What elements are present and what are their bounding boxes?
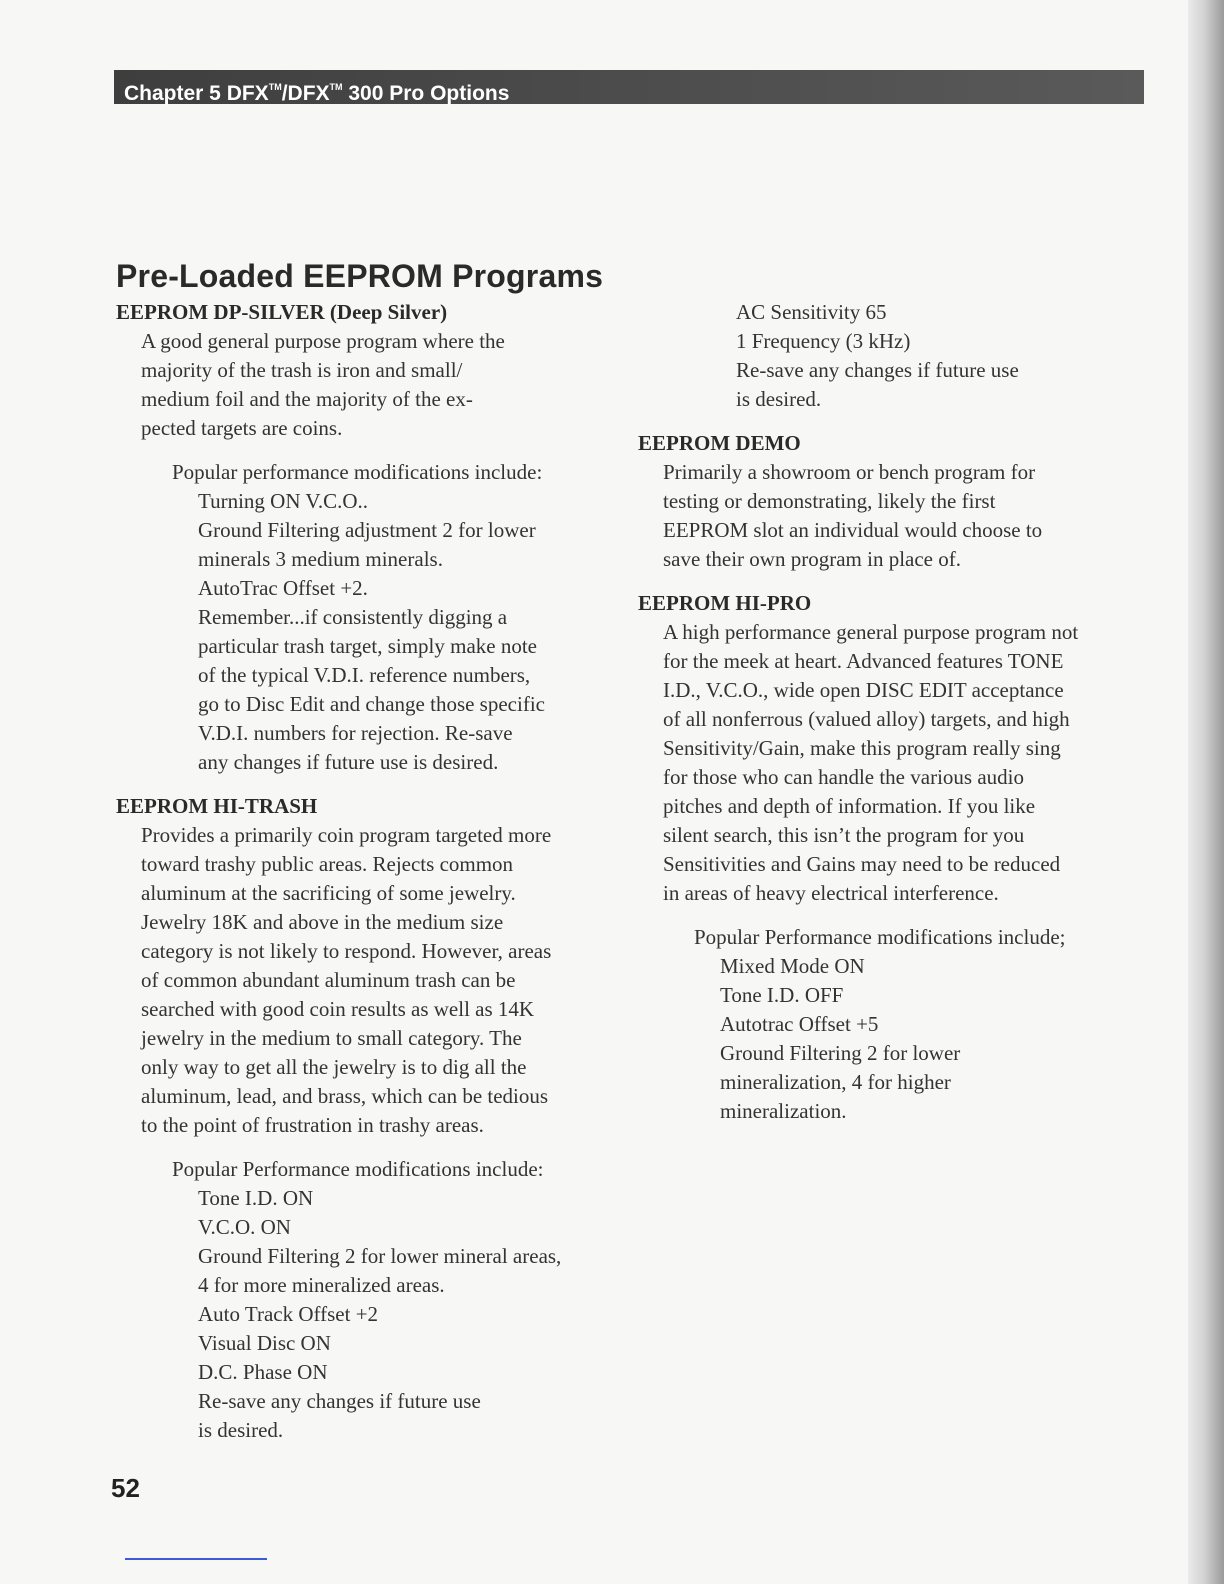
hi-pro-description: A high performance general purpose program not for the meek at heart. Advanced features TONE I.D., V.C.O., wide open DISC EDIT acceptance of all nonferrous (valued alloy) targets, and high Sensitivity/Gain, make this program really sing for those who can handle the various audio pitches and depth of information. If you like silent search, this isn’t the program for you Sensitivities and Gains may need to be reduced in areas of heavy electrical interference.: [663, 620, 1079, 905]
mod-item: Turning ON V.C.O..: [198, 489, 368, 513]
left-column: [116, 298, 636, 1445]
mod-item: Ground Filtering 2 for lower mineralization, 4 for higher mineralization.: [720, 1041, 961, 1123]
right-column: [638, 298, 1178, 1126]
section-heading-dp-silver: EEPROM DP-SILVER (Deep Silver): [116, 300, 448, 324]
mods-intro: Popular Performance modifications include:: [172, 1157, 544, 1181]
mod-item: V.C.O. ON: [198, 1215, 291, 1239]
mod-item: Re-save any changes if future use is desired.: [198, 1389, 481, 1442]
chapter-header-bar: Chapter 5 DFX™/DFX™ 300 Pro Options: [114, 70, 1144, 104]
section-heading-hi-trash: EEPROM HI-TRASH: [116, 794, 318, 818]
mod-item: Tone I.D. ON: [198, 1186, 314, 1210]
hi-pro-modifications: [694, 923, 1178, 1126]
mod-item: D.C. Phase ON: [198, 1360, 328, 1384]
hi-trash-description: Provides a primarily coin program targeted more toward trashy public areas. Rejects common aluminum at the sacrificing of some jewelry. Jewelry 18K and above in the medium size category is not likely to respond. However, areas of common abundant aluminum trash can be searched with good coin results as well as 14K jewelry in the medium to small category. The only way to get all the jewelry is to dig all the aluminum, lead, and brass, which can be tedious to the point of frustration in trashy areas.: [141, 823, 552, 1137]
mod-item: Tone I.D. OFF: [720, 983, 844, 1007]
mods-intro: Popular performance modifications include:: [172, 460, 543, 484]
dp-silver-description: A good general purpose program where the majority of the trash is iron and small/ medium foil and the majority of the ex- pected targets are coins.: [141, 329, 505, 440]
footer-rule: [125, 1558, 267, 1560]
hi-trash-modifications: [172, 1155, 636, 1445]
mod-item: Autotrac Offset +5: [720, 1012, 879, 1036]
mods-intro: Popular Performance modifications include;: [694, 925, 1066, 949]
demo-description: Primarily a showroom or bench program for testing or demonstrating, likely the first EEPROM slot an individual would choose to save their own program in place of.: [663, 460, 1043, 571]
mod-item: Visual Disc ON: [198, 1331, 331, 1355]
dp-silver-modifications: [172, 458, 636, 777]
mod-item: Mixed Mode ON: [720, 954, 865, 978]
continued-settings: AC Sensitivity 65 1 Frequency (3 kHz) Re-save any changes if future use is desired.: [736, 300, 1019, 411]
section-heading-demo: EEPROM DEMO: [638, 431, 801, 455]
mod-item: Remember...if consistently digging a particular trash target, simply make note of the typical V.D.I. reference numbers, go to Disc Edit and change those specific V.D.I. numbers for rejection. Re-save any changes if future use is desired.: [198, 605, 545, 774]
mod-item: AutoTrac Offset +2.: [198, 576, 368, 600]
mod-item: Ground Filtering 2 for lower mineral areas, 4 for more mineralized areas.: [198, 1244, 562, 1297]
section-heading-hi-pro: EEPROM HI-PRO: [638, 591, 812, 615]
mod-item: Auto Track Offset +2: [198, 1302, 379, 1326]
mod-item: Ground Filtering adjustment 2 for lower minerals 3 medium minerals.: [198, 518, 536, 571]
page-title: Pre-Loaded EEPROM Programs: [116, 258, 604, 294]
page-number: 52: [111, 1473, 140, 1503]
page-edge-shadow: [1188, 0, 1224, 1584]
